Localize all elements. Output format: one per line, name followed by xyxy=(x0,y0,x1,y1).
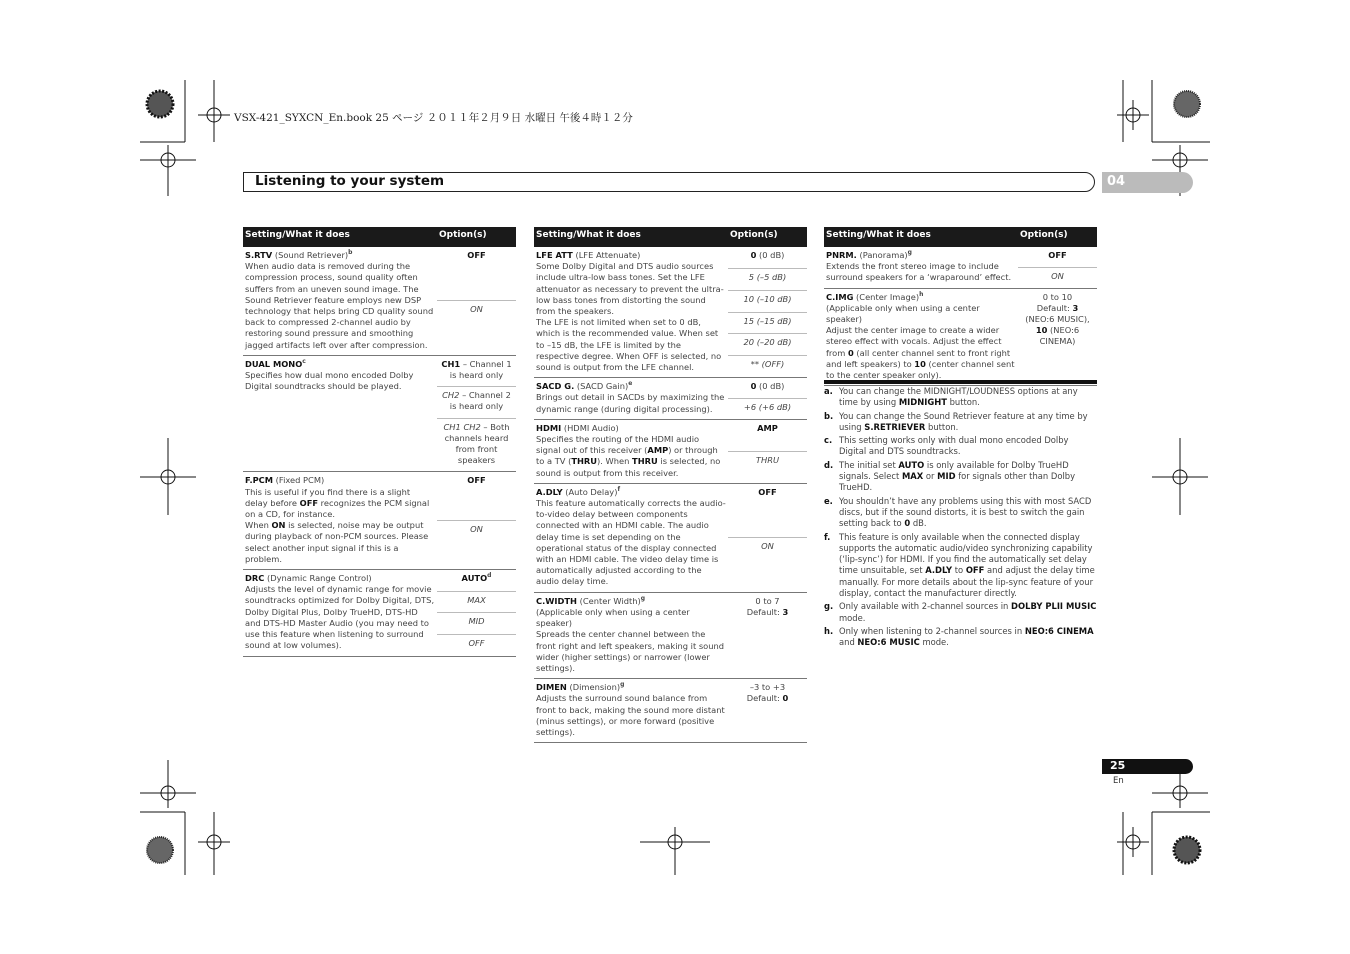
bold-term: NEO:6 CINEMA xyxy=(1024,625,1094,636)
bold-term: AUTO xyxy=(898,459,925,470)
footnote-ref: g xyxy=(640,594,646,602)
text-run: is selected, no sound is output from this receiver. xyxy=(536,456,721,478)
footnote-letter: f. xyxy=(824,531,831,542)
bold-term: AMP xyxy=(647,445,669,456)
bold-term: 10 xyxy=(1035,325,1048,336)
options-header: Option(s) xyxy=(728,227,807,247)
footnote-text xyxy=(839,496,1098,530)
setting-subtitle: (Dynamic Range Control) xyxy=(267,573,372,584)
option-value: MID xyxy=(468,616,485,627)
text-run: to xyxy=(952,565,966,576)
option-cell xyxy=(437,247,516,300)
option-cell xyxy=(728,290,807,312)
description-text: This feature automatically corrects the audio-to-video delay between components connected with an HDMI cable. The audio delay time is set depending on the operational status of the display connected with an HDMI cable. The video delay time is automatically adjusted according to the audio delay time. xyxy=(536,498,726,587)
footnote xyxy=(824,411,1098,434)
page-number: 25 xyxy=(1110,759,1126,772)
bold-term: 0 xyxy=(847,347,854,358)
bold-term: DOLBY PLII MUSIC xyxy=(1011,601,1097,612)
default-label: Default: xyxy=(1036,302,1073,313)
setting-subtitle: (Sound Retriever) xyxy=(274,250,349,260)
text-run: button. xyxy=(925,421,959,432)
option-cell xyxy=(728,592,807,678)
setting-subtitle: (LFE Attenuate) xyxy=(575,250,641,260)
footnote-ref: b xyxy=(348,249,353,257)
option-value: OFF xyxy=(467,250,486,260)
option-value: ON xyxy=(1051,270,1064,281)
default-label: Default: xyxy=(746,606,783,617)
setting-name: C.WIDTH xyxy=(536,595,577,606)
text-run: This is useful if you find there is a slight delay before xyxy=(245,486,411,508)
setting-cell xyxy=(534,247,728,378)
option-code: 0 xyxy=(750,250,757,260)
setting-row xyxy=(243,472,516,521)
footnote xyxy=(824,386,1098,409)
bold-term: OFF xyxy=(965,565,985,576)
setting-row xyxy=(534,679,807,743)
footnote xyxy=(824,601,1098,624)
setting-row xyxy=(534,247,807,268)
bold-term: 10 xyxy=(914,358,926,369)
section-title: Listening to your system xyxy=(255,173,445,189)
setting-cell xyxy=(824,288,1018,386)
description-text: When audio data is removed during the compression process, sound quality often suffers from an uneven sound image. The Sound Retriever feature employs new DSP technology that helps bring CD quality sound back to compressed 2-channel audio by restoring sound pressure and smoothing jagged artifacts left over after compression. xyxy=(245,261,434,350)
text-run: Only available with 2-channel sources in xyxy=(839,601,1012,612)
option-range: 0 to 10 xyxy=(1042,291,1073,302)
text-run: ) or through to a TV ( xyxy=(536,445,718,467)
setting-name: F.PCM xyxy=(245,475,274,486)
setting-name: PNRM. xyxy=(826,250,857,260)
text-run: You can change the MIDNIGHT/LOUDNESS options at any time by using xyxy=(839,386,1078,408)
footnote-text xyxy=(839,626,1098,649)
option-cell xyxy=(437,418,516,472)
bold-term: NEO:6 MUSIC xyxy=(857,637,920,648)
option-cell xyxy=(728,538,807,592)
options-header: Option(s) xyxy=(1018,227,1097,247)
footnote-ref: f xyxy=(617,486,621,494)
text-run: or xyxy=(923,471,938,482)
text-run: for signals other than Dolby TrueHD. xyxy=(839,471,1076,493)
text-run: You can change the Sound Retriever feature at any time by using xyxy=(839,410,1088,432)
bold-term: S.RETRIEVER xyxy=(864,421,926,432)
option-cell xyxy=(437,521,516,570)
option-cell xyxy=(437,613,516,635)
setting-cell xyxy=(534,378,728,420)
option-value: 10 (–10 dB) xyxy=(743,293,792,304)
setting-row xyxy=(534,378,807,399)
option-cell xyxy=(437,355,516,386)
setting-header: Setting/What it does xyxy=(824,227,1018,247)
settings-table-1 xyxy=(243,227,516,657)
setting-subtitle: (Fixed PCM) xyxy=(275,475,325,486)
footnote-text xyxy=(839,532,1098,600)
text-run: Specifies the routing of the HDMI audio signal out of this receiver ( xyxy=(536,434,700,456)
footnote-letter: a. xyxy=(824,386,833,396)
option-code: 0 xyxy=(750,381,757,392)
footnote-ref: h xyxy=(919,290,924,298)
text-run: mode. xyxy=(919,637,949,648)
option-value: 5 (–5 dB) xyxy=(748,271,787,282)
bold-term: OFF xyxy=(299,497,319,508)
footnote-letter: e. xyxy=(824,495,833,506)
option-cell xyxy=(728,679,807,743)
option-cell xyxy=(437,387,516,418)
option-value: OFF xyxy=(758,486,777,497)
setting-row xyxy=(534,483,807,537)
footnote xyxy=(824,435,1098,458)
setting-cell xyxy=(824,247,1018,288)
footnote xyxy=(824,460,1098,494)
option-cell xyxy=(728,268,807,290)
option-value: 15 (–15 dB) xyxy=(743,315,792,326)
setting-name: DRC xyxy=(245,573,265,584)
setting-cell xyxy=(534,679,728,743)
setting-name: A.DLY xyxy=(536,486,563,497)
footnote-text xyxy=(839,460,1098,494)
bold-term: MIDNIGHT xyxy=(898,397,947,408)
setting-name: LFE ATT xyxy=(536,250,573,260)
option-value: OFF xyxy=(1048,250,1067,260)
option-value: MAX xyxy=(467,594,486,605)
option-value: AUTO xyxy=(461,573,488,584)
footnote xyxy=(824,496,1098,530)
option-cell xyxy=(728,312,807,334)
option-cell xyxy=(728,378,807,399)
text-run: is selected, noise may be output during playback of non-PCM sources. Please select another input signal if this is a problem. xyxy=(245,520,429,564)
default-value: 0 xyxy=(782,693,789,704)
footnote xyxy=(824,626,1098,649)
bold-term: MID xyxy=(937,471,956,482)
option-cell xyxy=(728,399,807,420)
setting-subtitle: (SACD Gain) xyxy=(576,381,629,392)
text-run: and xyxy=(839,637,858,648)
option-value: OFF xyxy=(468,637,485,648)
setting-row xyxy=(243,570,516,592)
option-cell xyxy=(437,591,516,613)
settings-table-2 xyxy=(534,227,807,743)
description-text: (Applicable only when using a center speaker) Spreads the center channel between the front right and left speakers, making it sound wider (higher settings) or narrower (lower settings). xyxy=(536,606,725,673)
footnote-text xyxy=(839,386,1098,409)
option-cell xyxy=(1018,267,1097,288)
option-cell xyxy=(437,634,516,656)
bold-term: THRU xyxy=(632,456,658,467)
footnote-text xyxy=(839,435,1098,458)
option-cell xyxy=(728,334,807,356)
setting-subtitle: (Auto Delay) xyxy=(565,486,618,497)
footnote xyxy=(824,532,1098,600)
text-run: mode. xyxy=(839,612,866,623)
text-run: The initial set xyxy=(839,459,899,470)
text-run: ). When xyxy=(597,456,633,467)
option-cell xyxy=(728,483,807,537)
description-text: Brings out detail in SACDs by maximizing the dynamic range (during digital processing). xyxy=(536,392,725,414)
option-cell xyxy=(1018,288,1097,386)
option-value: AMP xyxy=(757,422,778,433)
setting-cell xyxy=(243,355,437,472)
option-range: –3 to +3 xyxy=(749,682,786,693)
text-run: You shouldn’t have any problems using this with most SACD discs, but if the sound distorts, it is best to switch the gain setting back to xyxy=(839,495,1092,529)
text-run: (all center channel sent to front right and left speakers) to xyxy=(826,347,1011,369)
setting-header: Setting/What it does xyxy=(243,227,437,247)
footnote-text xyxy=(839,601,1098,624)
footnote-ref: c xyxy=(302,358,306,366)
options-header: Option(s) xyxy=(437,227,516,247)
option-value: ** (OFF) xyxy=(750,359,785,370)
option-code: CH1 xyxy=(441,358,461,369)
setting-cell xyxy=(534,419,728,483)
text-run: (center channel sent to the center speaker only). xyxy=(826,358,1015,381)
setting-row xyxy=(534,592,807,678)
text-run: button. xyxy=(946,397,980,408)
footnote-ref: d xyxy=(487,572,492,580)
setting-name: S.RTV xyxy=(245,250,273,260)
bold-term: MAX xyxy=(901,471,924,482)
bold-term: 0 xyxy=(904,518,911,529)
bold-term: ON xyxy=(271,520,286,531)
footnote-text xyxy=(839,411,1098,434)
notes-divider xyxy=(824,380,1097,384)
text-run: Adjust the center image to create a wider stereo effect with vocals. Adjust the effect from xyxy=(826,325,1002,358)
option-value: ON xyxy=(761,541,774,552)
option-value: ON xyxy=(470,524,483,535)
description-text: Extends the front stereo image to include surround speakers for a ‘wraparound’ effect. xyxy=(826,261,1012,283)
setting-row xyxy=(243,355,516,386)
option-cell xyxy=(437,300,516,355)
option-text: – Both channels heard from front speakers xyxy=(444,421,510,466)
setting-header: Setting/What it does xyxy=(534,227,728,247)
default-label: Default: xyxy=(746,693,783,704)
default-value: 3 xyxy=(782,606,789,617)
setting-cell xyxy=(243,472,437,570)
text-run: and adjust the delay time manually. For more details about the lip-sync feature of your display, contact the manufacturer directly. xyxy=(839,565,1095,599)
text-run: This feature is only available when the connected display supports the automatic audio/video synchronizing capability (‘lip-sync’) for HDMI. If you find the automatically set delay time unsuitable, set xyxy=(839,531,1093,576)
setting-cell xyxy=(534,592,728,678)
footnotes xyxy=(824,386,1098,651)
setting-cell xyxy=(534,483,728,592)
option-cell xyxy=(437,570,516,592)
text-run: (NEO:6 MUSIC), xyxy=(1025,314,1090,325)
setting-subtitle: (Center Width) xyxy=(579,595,641,606)
option-value: 20 (–20 dB) xyxy=(743,337,792,348)
option-text: (0 dB) xyxy=(756,250,785,260)
file-header-line: VSX-421_SYXCN_En.book 25 ページ ２０１１年２月９日 水曜日 午後４時１２分 xyxy=(234,112,633,124)
footnote-letter: h. xyxy=(824,625,834,636)
text-run: When xyxy=(245,520,272,531)
text-run: This setting works only with dual mono encoded Dolby Digital and DTS soundtracks. xyxy=(839,435,1069,457)
text-run: (NEO:6 CINEMA) xyxy=(1039,325,1080,347)
footnote-ref: g xyxy=(620,681,625,689)
option-code: CH2 xyxy=(442,390,460,401)
setting-row xyxy=(243,247,516,300)
option-code: CH1 CH2 xyxy=(443,421,481,432)
setting-name: DUAL MONO xyxy=(245,358,303,369)
option-text: – Channel 2 is heard only xyxy=(449,390,511,412)
footnote-letter: d. xyxy=(824,459,834,470)
setting-cell xyxy=(243,570,437,656)
setting-cell xyxy=(243,247,437,355)
option-cell xyxy=(728,419,807,451)
footnote-letter: b. xyxy=(824,410,834,421)
setting-row xyxy=(824,247,1097,267)
option-cell xyxy=(728,356,807,378)
setting-subtitle: (Center Image) xyxy=(856,291,920,302)
option-value: +6 (+6 dB) xyxy=(743,402,792,413)
footnote-letter: c. xyxy=(824,435,833,446)
option-value: OFF xyxy=(467,475,486,486)
bold-term: THRU xyxy=(571,456,598,467)
setting-name: DIMEN xyxy=(536,682,567,693)
option-cell xyxy=(728,247,807,268)
setting-subtitle: (HDMI Audio) xyxy=(563,422,619,433)
option-text: (0 dB) xyxy=(756,381,785,392)
text-run: Only when listening to 2-channel sources in xyxy=(839,625,1025,636)
option-value: THRU xyxy=(755,454,780,465)
option-cell xyxy=(728,451,807,483)
settings-table-3 xyxy=(824,227,1097,386)
setting-row xyxy=(824,288,1097,386)
description-text: Specifies how dual mono encoded Dolby Digital soundtracks should be played. xyxy=(245,370,414,392)
setting-name: C.IMG xyxy=(826,291,854,302)
footnote-ref: g xyxy=(907,249,912,257)
description-text: Some Dolby Digital and DTS audio sources include ultra-low bass tones. Set the LFE attenuator as necessary to prevent the ultra-low bass tones from distorting the sound from the speakers. The LFE is not limited when set to 0 dB, which is the recommended value. When set to –15 dB, the LFE is limited by the respective degree. When OFF is selected, no sound is output from the LFE channel. xyxy=(536,261,724,373)
option-value: ON xyxy=(470,303,483,314)
setting-name: HDMI xyxy=(536,422,562,433)
option-cell xyxy=(437,472,516,521)
footnote-ref: e xyxy=(628,380,633,388)
description-text: Adjusts the surround sound balance from front to back, making the sound more distant (minus settings), or more forward (positive settings). xyxy=(536,693,725,737)
option-range: 0 to 7 xyxy=(755,595,780,606)
description-text: Adjusts the level of dynamic range for movie soundtracks optimized for Dolby Digital, DTS, Dolby Digital Plus, Dolby TrueHD, DTS-HD and DTS-HD Master Audio (you may need to use this feature when listening to surround sound at low volumes). xyxy=(245,584,435,651)
setting-subtitle: (Dimension) xyxy=(569,682,621,693)
bold-term: A.DLY xyxy=(925,565,953,576)
chapter-number: 04 xyxy=(1107,174,1126,189)
setting-name: SACD G. xyxy=(536,381,575,392)
setting-row xyxy=(534,419,807,451)
footnote-letter: g. xyxy=(824,601,834,612)
text-run: (Applicable only when using a center speaker) xyxy=(826,302,980,325)
text-run: recognizes the PCM signal on a CD, for instance. xyxy=(245,497,430,520)
page-language: En xyxy=(1113,776,1124,786)
option-text: – Channel 1 is heard only xyxy=(449,358,512,381)
text-run: is only available for Dolby TrueHD signals. Select xyxy=(839,459,1069,482)
option-cell xyxy=(1018,247,1097,267)
text-run: dB. xyxy=(910,518,927,529)
default-value: 3 xyxy=(1072,302,1079,313)
setting-subtitle: (Panorama) xyxy=(859,250,908,260)
